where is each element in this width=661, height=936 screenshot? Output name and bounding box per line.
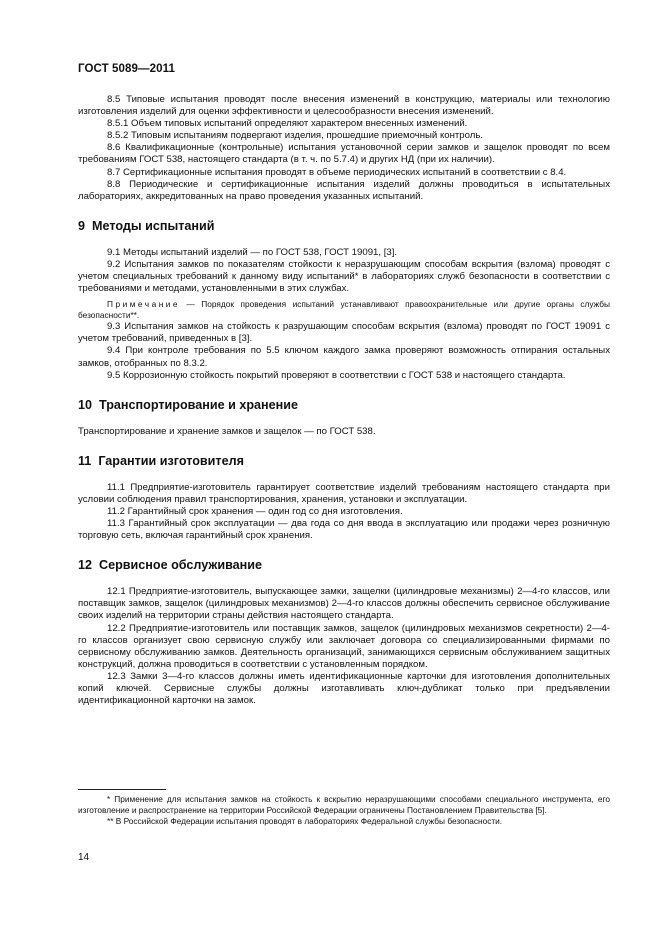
paragraph-9-4: 9.4 При контроле требования по 5.5 ключом каждого замка проверяют возможность отпирания остальных замков, отобранных по 8.3.2. (78, 345, 610, 369)
paragraph-12-3: 12.3 Замки 3—4-го классов должны иметь идентификационные карточки для изготовления дополнительных копий ключей. Сервисные службы должны изготавливать ключ-дубликат только при предъявлении идентификационной карточки на замок. (78, 670, 610, 707)
note-label: Примечание (107, 299, 181, 310)
footnote-2: ** В Российской Федерации испытания проводят в лабораториях Федеральной службы безопасности. (107, 816, 503, 826)
paragraph-11-1: 11.1 Предприятие-изготовитель гарантирует соответствие изделий требованиям настоящего стандарта при условии соблюдения правил транспортирования, хранения, установки и эксплуатации. (78, 481, 610, 505)
paragraph-10: Транспортирование и хранение замков и защелок — по ГОСТ 538. (78, 425, 376, 437)
paragraph-8-8: 8.8 Периодические и сертификационные испытания изделий должны проводиться в испытательных лабораториях, аккредитованных на право проведения указанных испытаний. (78, 178, 610, 202)
footnotes (78, 789, 610, 827)
paragraph-12-1: 12.1 Предприятие-изготовитель, выпускающее замки, защелки (цилиндровые механизмы) 2—4-го классов, или поставщик замков, защелок (цилиндровых механизмов) 2—4-го классов должны обеспечить сервисное обслуживание своих изделий на территории страны действия настоящего стандарта. (78, 586, 610, 622)
section-10-title: Транспортирование и хранение (99, 397, 298, 412)
section-12-heading (78, 558, 610, 572)
document-header: ГОСТ 5089—2011 (78, 63, 175, 75)
footnote-divider (78, 789, 166, 790)
paragraph-11-3: 11.3 Гарантийный срок эксплуатации — два года со дня ввода в эксплуатацию или продажи через розничную торговую сеть, включая гарантийный срок хранения. (78, 518, 610, 542)
section-11-heading (78, 454, 610, 468)
paragraph-12-2: 12.2 Предприятие-изготовитель или поставщик замков, защелок (цилиндровых механизмов секретности) 2—4-го классов организует свою сервисную службу или заключает договора со специализированными фирмами по сервисному обслуживанию замков. Деятельность организаций, занимающихся сервисным обслуживанием защитных конструкций, должна проводиться в соответствии с установленным порядком. (78, 622, 610, 670)
section-12-title: Сервисное обслуживание (99, 558, 263, 573)
paragraph-8-5-2: 8.5.2 Типовым испытаниям подвергают изделия, прошедшие приемочный контроль. (107, 130, 484, 142)
section-10-number: 10 (78, 397, 93, 412)
section-9-heading (78, 219, 610, 233)
paragraph-8-6: 8.6 Квалификационные (контрольные) испытания установочной серии замков и защелок проводят по всем требованиям ГОСТ 538, настоящего стандарта (в т. ч. по 5.7.4) и других НД (при их наличии). (78, 142, 610, 166)
note-text: — Порядок проведения испытаний устанавливают правоохранительные или другие органы службы безопасности**. (78, 299, 610, 321)
paragraph-9-1: 9.1 Методы испытаний изделий — по ГОСТ 538, ГОСТ 19091, [3]. (107, 246, 398, 258)
section-11-number: 11 (78, 453, 92, 468)
paragraph-8-5-1: 8.5.1 Объем типовых испытаний определяют характером внесенных изменений. (107, 118, 468, 130)
paragraph-8-5: 8.5 Типовые испытания проводят после внесения изменений в конструкцию, материалы или технологию изготовления изделий для оценки эффективности и целесообразности внесения изменений. (78, 94, 610, 118)
paragraph-9-2: 9.2 Испытания замков по показателям стойкости к неразрушающим способам вскрытия (взлома) проводят с учетом специальных требований к данному виду испытаний* в лабораториях служб безопасности в соответствии с требованиями и методами, установленными в этих службах. (78, 258, 610, 295)
paragraph-8-7: 8.7 Сертификационные испытания проводят в объеме периодических испытаний в соответствии с 8.4. (107, 166, 567, 178)
section-10-heading (78, 398, 610, 412)
footnote-1: * Применение для испытания замков на стойкость к вскрытию неразрушающими способами специального инструмента, его изготовление и распространение на территории Российской Федерации ограничены Постановлением Правительства [5]. (78, 794, 610, 815)
note-9-2 (78, 299, 610, 321)
paragraph-9-5: 9.5 Коррозионную стойкость покрытий проверяют в соответствии с ГОСТ 538 и настоящего стандарта. (107, 369, 566, 381)
paragraph-9-3: 9.3 Испытания замков на стойкость к разрушающим способам вскрытия (взлома) проводят по ГОСТ 19091 с учетом требований, приведенных в [3]. (78, 321, 610, 345)
page-content (78, 94, 610, 707)
section-12-number: 12 (78, 558, 93, 573)
paragraph-11-2: 11.2 Гарантийный срок хранения — один год со дня изготовления. (107, 505, 403, 517)
section-9-number: 9 (78, 218, 86, 233)
page-number: 14 (78, 852, 90, 863)
section-11-title: Гарантии изготовителя (98, 453, 244, 468)
section-9-title: Методы испытаний (92, 218, 215, 233)
